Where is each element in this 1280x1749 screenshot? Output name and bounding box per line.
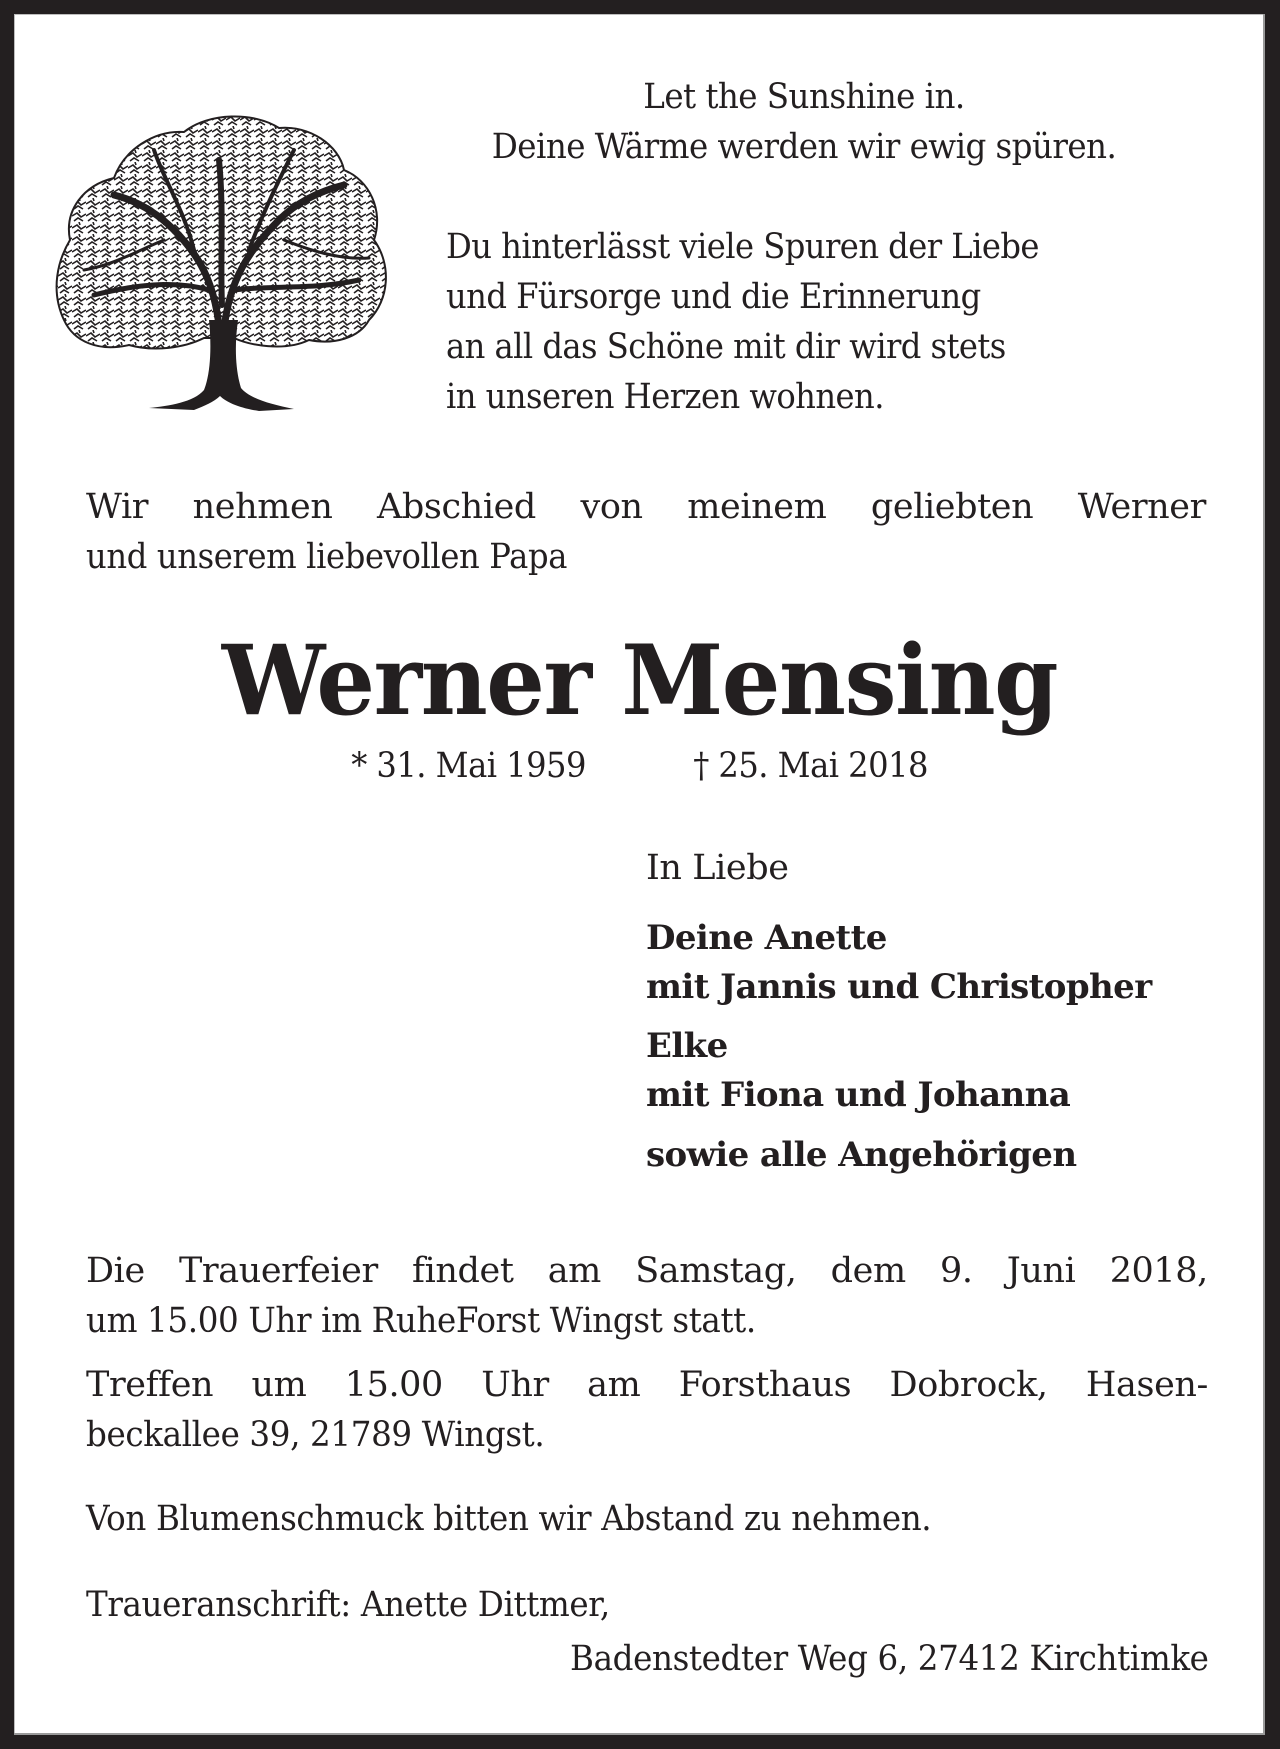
mourning-address-line-2: Badenstedter Weg 6, 27412 Kirchtimke (570, 1639, 1209, 1679)
word: Treffen (86, 1365, 214, 1405)
deceased-name: Werner Mensing (221, 624, 1058, 737)
mourner-line: mit Fiona und Johanna (646, 1075, 1071, 1115)
birth-date: * 31. Mai 1959 (351, 746, 587, 786)
mourners-list (646, 914, 1246, 1190)
word: dem (830, 1251, 906, 1291)
farewell-text (86, 482, 1206, 582)
poem-line: Deine Wärme werden wir ewig spüren. (491, 127, 1117, 167)
in-love-label: In Liebe (646, 848, 789, 888)
poem-line: und Fürsorge und die Erinnerung (446, 277, 981, 317)
mourner-group (646, 1130, 1246, 1180)
word: nehmen (192, 487, 333, 527)
word: meinem (687, 487, 827, 527)
word: 2018, (1109, 1251, 1208, 1291)
mourning-address-line-1 (86, 1580, 1208, 1630)
word: 15.00 (344, 1365, 443, 1405)
word: Werner (1077, 487, 1206, 527)
meeting-line-1 (86, 1360, 1208, 1410)
mourner-group (646, 1022, 1246, 1120)
poem-line: Du hinterlässt viele Spuren der Liebe (446, 227, 1039, 267)
flowers-note-text: Von Blumenschmuck bitten wir Abstand zu nehmen. (86, 1499, 932, 1539)
poem-line: in unseren Herzen wohnen. (446, 377, 884, 417)
word: Juni (1006, 1251, 1076, 1291)
ceremony-line-2 (86, 1296, 1208, 1346)
meeting-line-2-text: beckallee 39, 21789 Wingst. (86, 1415, 545, 1455)
mourning-address-text: Traueranschrift: Anette Dittmer, (86, 1585, 610, 1625)
ceremony-line-1 (86, 1246, 1208, 1296)
death-date: † 25. Mai 2018 (692, 746, 928, 786)
mourner-line: Deine Anette (646, 918, 887, 958)
word: Abschied (377, 487, 536, 527)
tree-icon (44, 90, 396, 422)
meeting-line-2 (86, 1410, 1208, 1460)
word: Forsthaus (678, 1365, 852, 1405)
mourner-line: mit Jannis und Christopher (646, 967, 1152, 1007)
life-dates (14, 744, 1265, 788)
word: Uhr (481, 1365, 549, 1405)
word: Samstag, (635, 1251, 797, 1291)
mourner-line: Elke (646, 1026, 728, 1066)
flowers-note (86, 1494, 1208, 1544)
word: geliebten (870, 487, 1034, 527)
word: Trauerfeier (178, 1251, 378, 1291)
word: Dobrock, (889, 1365, 1048, 1405)
mourner-line: sowie alle Angehörigen (646, 1135, 1077, 1175)
word: von (580, 487, 643, 527)
farewell-line-1 (86, 482, 1206, 532)
ceremony-line-2-text: um 15.00 Uhr im RuheForst Wingst statt. (86, 1301, 756, 1341)
poem-line: Let the Sunshine in. (643, 77, 965, 117)
ceremony-details (86, 1246, 1208, 1630)
word: um (251, 1365, 307, 1405)
word: Die (86, 1251, 145, 1291)
poem-line: an all das Schöne mit dir wird stets (446, 327, 1006, 367)
word: am (587, 1365, 641, 1405)
mourner-group (646, 914, 1246, 1012)
poem-header (413, 72, 1194, 172)
word: 9. (939, 1251, 973, 1291)
obituary-notice (14, 14, 1265, 1735)
word: Wir (86, 487, 149, 527)
word: Hasen- (1085, 1365, 1208, 1405)
poem-verse (446, 222, 1182, 422)
word: am (547, 1251, 601, 1291)
word: findet (412, 1251, 514, 1291)
farewell-line-2: und unserem liebevollen Papa (86, 537, 568, 577)
